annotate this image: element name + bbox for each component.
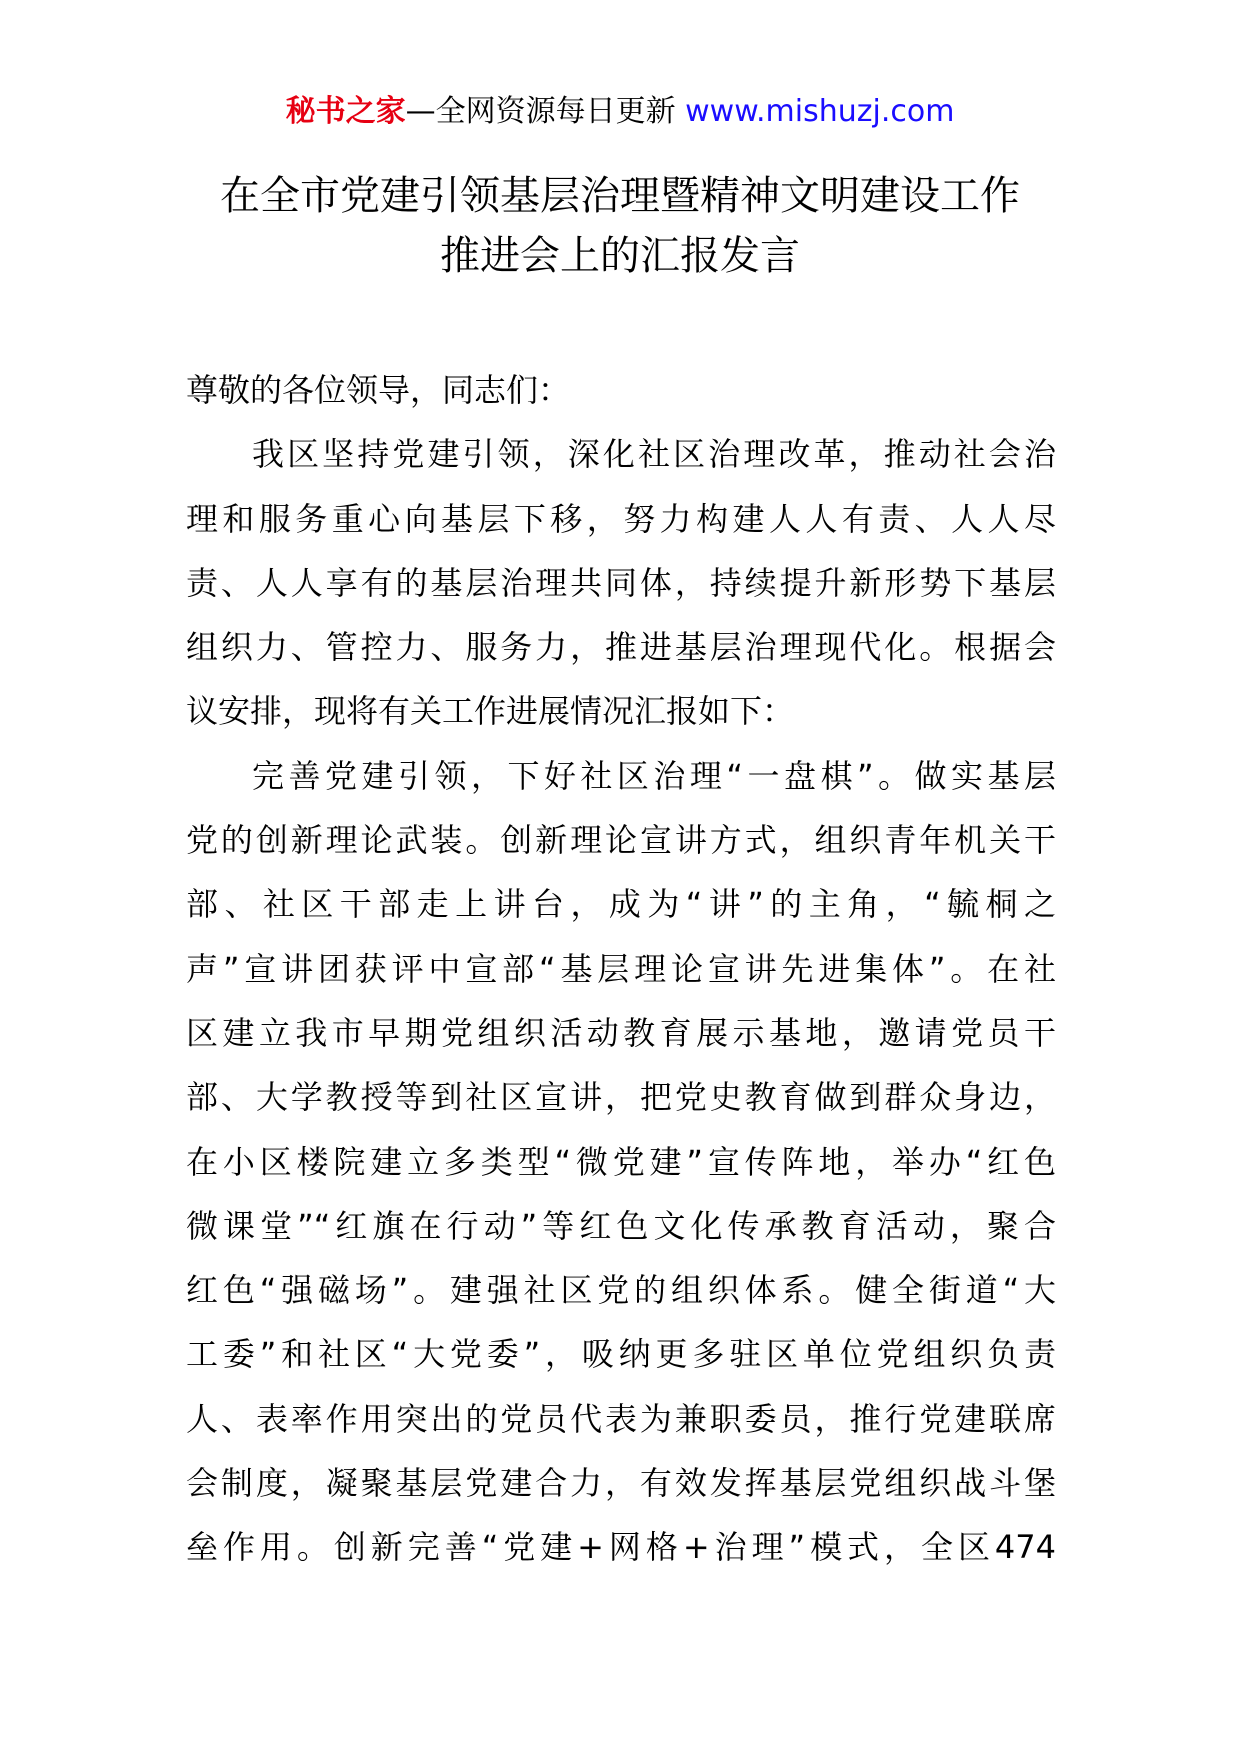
paragraph-line: 垒作用。创新完善“党建+网格+治理”模式，全区474 [186,1528,1056,1567]
title-line-2: 推进会上的汇报发言 [440,233,800,279]
document-title [100,166,1140,286]
paragraph-line: 会制度，凝聚基层党建合力，有效发挥基层党组织战斗堡 [186,1464,1056,1503]
document-body [186,358,1056,1580]
paragraph-line: 我区坚持党建引领，深化社区治理改革，推动社会治 [252,435,1056,474]
paragraph-line: 完善党建引领，下好社区治理“一盘棋”。做实基层 [252,756,1056,795]
paragraph-line: 声”宣讲团获评中宣部“基层理论宣讲先进集体”。在社 [186,949,1056,988]
paragraph-line: 人、表率作用突出的党员代表为兼职委员，推行党建联席 [186,1399,1056,1438]
brand-name: 秘书之家 [285,94,406,129]
site-url-link[interactable]: www.mishuzj.com [685,94,955,129]
header-tagline: —全网资源每日更新 [405,94,676,129]
paragraph-line: 组织力、管控力、服务力，推进基层治理现代化。根据会 [186,628,1056,667]
site-header [0,92,1240,132]
paragraph-line: 工委”和社区“大党委”，吸纳更多驻区单位党组织负责 [186,1335,1056,1374]
title-line-1: 在全市党建引领基层治理暨精神文明建设工作 [220,173,1020,219]
paragraph-line: 红色“强磁场”。建强社区党的组织体系。健全街道“大 [186,1271,1056,1310]
paragraph-line: 议安排，现将有关工作进展情况汇报如下： [186,692,795,731]
paragraph-line: 在小区楼院建立多类型“微党建”宣传阵地，举办“红色 [186,1142,1056,1181]
paragraph-line: 责、人人享有的基层治理共同体，持续提升新形势下基层 [186,563,1056,602]
salutation: 尊敬的各位领导，同志们： [186,371,571,409]
paragraph-line: 区建立我市早期党组织活动教育展示基地，邀请党员干 [186,1013,1056,1052]
paragraph-line: 党的创新理论武装。创新理论宣讲方式，组织青年机关干 [186,821,1056,860]
paragraph-line: 理和服务重心向基层下移，努力构建人人有责、人人尽 [186,499,1056,538]
paragraph-line: 微课堂”“红旗在行动”等红色文化传承教育活动，聚合 [186,1206,1056,1245]
paragraph-line: 部、大学教授等到社区宣讲，把党史教育做到群众身边， [186,1078,1056,1117]
paragraph-line: 部、社区干部走上讲台，成为“讲”的主角，“毓桐之 [186,885,1056,924]
